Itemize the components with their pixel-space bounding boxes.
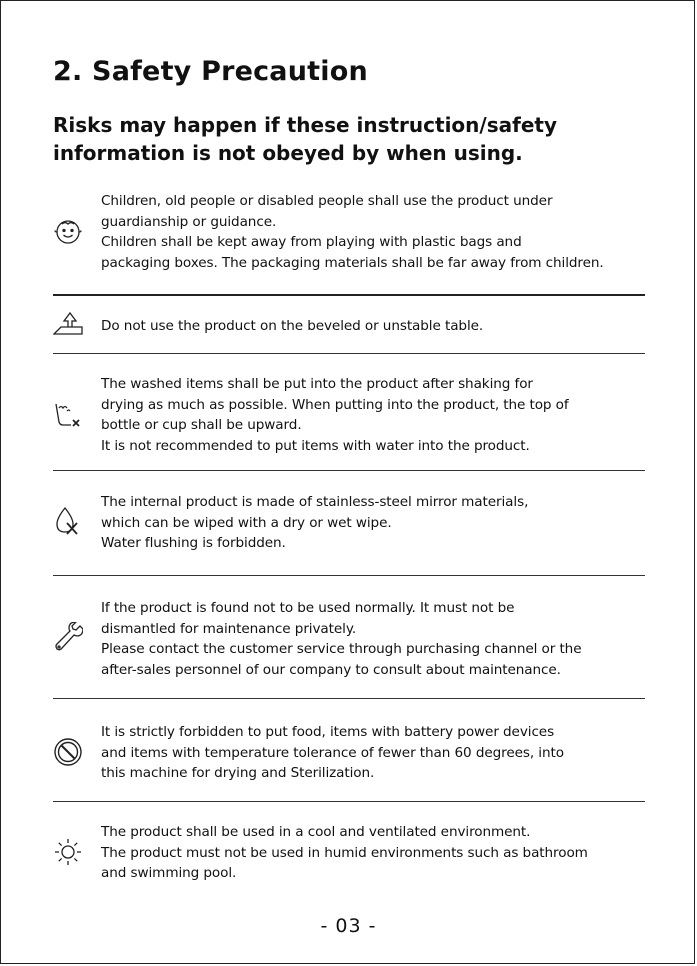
safety-item-text [101, 316, 649, 337]
divider [53, 470, 645, 471]
text-line: It is not recommended to put items with water into the product. [101, 437, 530, 454]
safety-item-text [101, 822, 649, 884]
safety-item-text [101, 191, 649, 273]
text-line: bottle or cup shall be upward. [101, 417, 302, 433]
wrench-icon [53, 622, 83, 652]
text-line: The internal product is made of stainless-steel mirror materials, [101, 494, 529, 510]
subtitle-line: Risks may happen if these instruction/safety [53, 113, 557, 137]
text-line: which can be wiped with a dry or wet wipe. [101, 514, 392, 531]
no-water-flushing-icon [53, 506, 83, 536]
unstable-table-icon [53, 310, 83, 340]
text-line: packaging boxes. The packaging materials shall be far away from children. [101, 254, 604, 271]
divider [53, 294, 645, 296]
safety-item-text [101, 492, 649, 554]
text-line: The product must not be used in humid environments such as bathroom [101, 844, 588, 861]
divider [53, 575, 645, 576]
divider [53, 801, 645, 802]
text-line: Children shall be kept away from playing with plastic bags and [101, 234, 522, 250]
text-line: The product shall be used in a cool and ventilated environment. [101, 824, 531, 840]
text-line: Water flushing is forbidden. [101, 535, 286, 551]
text-line: dismantled for maintenance privately. [101, 620, 357, 637]
subtitle-line: information is not obeyed by when using. [53, 141, 523, 165]
prohibited-icon [53, 737, 83, 767]
text-line: this machine for drying and Sterilization. [101, 765, 375, 781]
text-line: and items with temperature tolerance of fewer than 60 degrees, into [101, 744, 564, 761]
safety-item-text [101, 598, 649, 680]
text-line: drying as much as possible. When putting into the product, the top of [101, 396, 569, 413]
text-line: guardianship or guidance. [101, 213, 277, 230]
text-line: It is strictly forbidden to put food, items with battery power devices [101, 724, 555, 740]
text-line: The washed items shall be put into the product after shaking for [101, 376, 533, 392]
sun-icon [53, 837, 83, 867]
subtitle [53, 111, 653, 167]
text-line: Please contact the customer service through purchasing channel or the [101, 641, 582, 657]
safety-item-text [101, 722, 649, 784]
page-title: 2. Safety Precaution [53, 56, 368, 87]
text-line: If the product is found not to be used normally. It must not be [101, 600, 515, 616]
text-line: and swimming pool. [101, 865, 237, 881]
text-line: Do not use the product on the beveled or unstable table. [101, 318, 484, 334]
divider [53, 698, 645, 699]
text-line: Children, old people or disabled people shall use the product under [101, 193, 553, 209]
page-number: - 03 - [320, 915, 377, 937]
divider [53, 353, 645, 354]
text-line: after-sales personnel of our company to consult about maintenance. [101, 661, 561, 678]
safety-item-text [101, 374, 649, 456]
child-face-icon [53, 217, 83, 247]
wet-items-icon [53, 400, 83, 430]
